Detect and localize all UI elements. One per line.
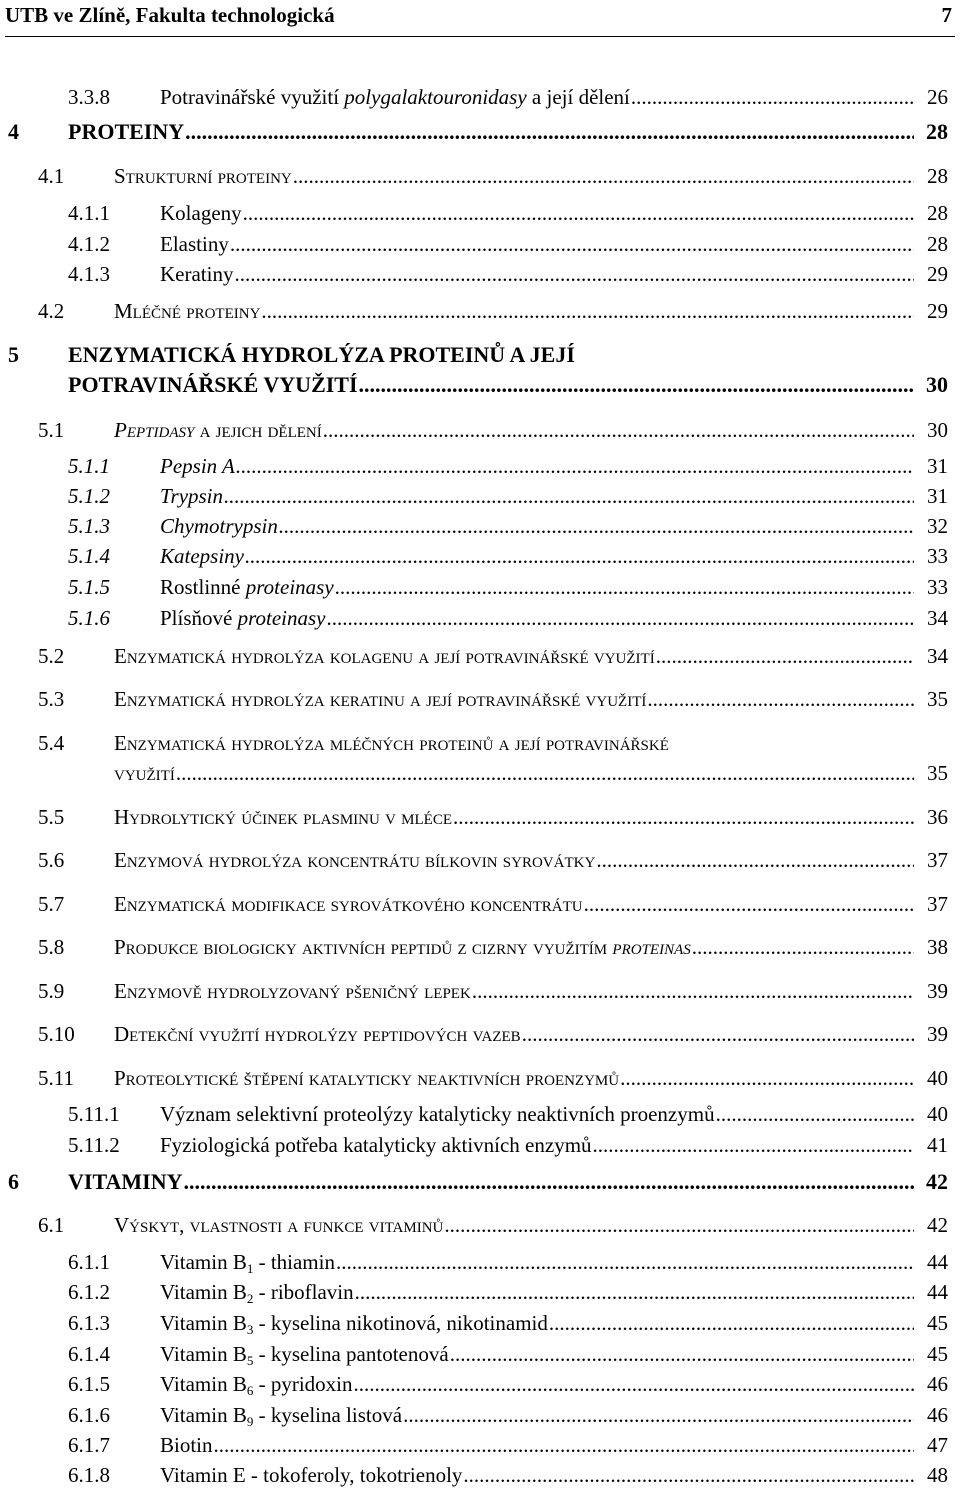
toc-number: 5.1.4 <box>68 544 110 568</box>
toc-entry[interactable] <box>68 370 948 400</box>
toc-entry[interactable] <box>68 259 948 289</box>
toc-entry[interactable] <box>68 1308 948 1338</box>
toc-title: Trypsin ..... <box>160 481 914 511</box>
toc-page: 45 <box>927 1311 948 1335</box>
toc-number: 6.1.6 <box>68 1403 110 1427</box>
toc-number: 6.1.2 <box>68 1280 110 1304</box>
toc-page: 42 <box>927 1213 948 1237</box>
toc-entry[interactable] <box>68 1099 948 1129</box>
toc-number: 6.1.7 <box>68 1433 110 1457</box>
page-number: 7 <box>941 3 952 27</box>
toc-title: ENZYMATICKÁ HYDROLÝZA PROTEINŮ A JEJÍ <box>68 342 575 367</box>
toc-title: Proteolytické štěpení katalyticky neaktivních proenzymů ..... <box>114 1063 914 1093</box>
toc-number: 6.1.4 <box>68 1342 110 1366</box>
toc-page: 44 <box>927 1280 948 1304</box>
toc-page: 35 <box>927 761 948 785</box>
toc-entry[interactable] <box>68 1369 948 1399</box>
toc-entry[interactable] <box>68 1130 948 1160</box>
toc-title: Plísňové proteinasy ..... <box>160 603 914 633</box>
toc-number: 5.2 <box>38 644 65 668</box>
toc-page: 32 <box>927 514 948 538</box>
toc-number: 4.1.1 <box>68 201 110 225</box>
toc-title: VITAMINY ..... <box>68 1167 914 1197</box>
toc-title: Elastiny ..... <box>160 229 914 259</box>
toc-number: 5.5 <box>38 805 65 829</box>
toc-page: 42 <box>926 1169 948 1194</box>
toc-title: Vitamin $B_9$ - kyselina listová ..... <box>160 1400 914 1430</box>
toc-entry[interactable] <box>38 932 948 962</box>
toc-title: Enzymová hydrolýza koncentrátu bílkovin syrovátky ..... <box>114 845 914 875</box>
toc-entry[interactable] <box>38 684 948 714</box>
toc-page: 34 <box>927 644 948 668</box>
toc-page: 28 <box>927 201 948 225</box>
toc-entry[interactable] <box>68 541 948 571</box>
toc-number: 5.1.2 <box>68 484 110 508</box>
toc-entry-line1[interactable] <box>8 340 948 370</box>
toc-title: Strukturní proteiny ..... <box>114 161 914 191</box>
toc-entry[interactable] <box>68 229 948 259</box>
toc-page: 39 <box>927 1022 948 1046</box>
toc-title: Pepsin A ..... <box>160 451 914 481</box>
toc-title: využití ..... <box>114 758 914 788</box>
toc-number: 6.1.3 <box>68 1311 110 1335</box>
toc-title: Vitamin E - tokoferoly, tokotrienoly ..... <box>160 1460 914 1490</box>
toc-entry[interactable] <box>38 889 948 919</box>
toc-entry[interactable] <box>68 1460 948 1490</box>
toc-page: 44 <box>927 1250 948 1274</box>
toc-page: 48 <box>927 1463 948 1487</box>
toc-entry[interactable] <box>68 603 948 633</box>
toc-title: Enzymatická hydrolýza mléčných proteinů a její potravinářské <box>114 731 669 755</box>
toc-page: 26 <box>927 85 948 109</box>
toc-number: 5 <box>8 342 19 367</box>
toc-page: 41 <box>927 1133 948 1157</box>
toc-entry-line1[interactable] <box>38 728 948 758</box>
toc-page: 46 <box>927 1403 948 1427</box>
toc-page: 40 <box>927 1066 948 1090</box>
toc-entry[interactable] <box>38 845 948 875</box>
toc-page: 30 <box>926 372 948 397</box>
toc-number: 5.4 <box>38 731 65 755</box>
toc-entry[interactable] <box>68 1277 948 1307</box>
toc-page: 36 <box>927 805 948 829</box>
toc-title: Biotin ..... <box>160 1430 914 1460</box>
toc-entry[interactable] <box>38 1063 948 1093</box>
toc-number: 4.1 <box>38 164 65 188</box>
toc-number: 6 <box>8 1169 19 1194</box>
toc-number: 4.1.3 <box>68 262 110 286</box>
toc-page: 31 <box>927 454 948 478</box>
toc-title: Enzymatická hydrolýza keratinu a její potravinářské využití ..... <box>114 684 914 714</box>
toc-entry[interactable] <box>68 1247 948 1277</box>
toc-page: 40 <box>927 1102 948 1126</box>
toc-entry[interactable] <box>38 415 948 445</box>
toc-page: 35 <box>927 687 948 711</box>
toc-title: Produkce biologicky aktivních peptidů z cizrny využitím proteinas ..... <box>114 932 914 962</box>
toc-number: 5.1 <box>38 418 65 442</box>
toc-title: Výskyt, vlastnosti a funkce vitaminů ..... <box>114 1210 914 1240</box>
toc-page: 37 <box>927 892 948 916</box>
toc-page: 33 <box>927 544 948 568</box>
toc-number: 6.1.1 <box>68 1250 110 1274</box>
toc-number: 5.1.5 <box>68 575 110 599</box>
toc-title: Kolageny ..... <box>160 198 914 228</box>
toc-title: Fyziologická potřeba katalyticky aktivních enzymů ..... <box>160 1130 914 1160</box>
toc-page: 46 <box>927 1372 948 1396</box>
toc-number: 5.9 <box>38 979 65 1003</box>
toc-title: Vitamin $B_3$ - kyselina nikotinová, nikotinamid ..... <box>160 1308 914 1338</box>
toc-entry[interactable] <box>68 572 948 602</box>
toc-title: Enzymově hydrolyzovaný pšeničný lepek ..... <box>114 976 914 1006</box>
toc-number: 4 <box>8 119 19 144</box>
toc-entry[interactable] <box>38 976 948 1006</box>
toc-entry[interactable] <box>68 511 948 541</box>
toc-page: 28 <box>927 164 948 188</box>
toc-number: 6.1.5 <box>68 1372 110 1396</box>
toc-entry[interactable] <box>8 117 948 147</box>
toc-entry[interactable] <box>68 1400 948 1430</box>
toc-title: Katepsiny ..... <box>160 541 914 571</box>
toc-entry[interactable] <box>114 758 948 788</box>
toc-page: 34 <box>927 606 948 630</box>
toc-page: 29 <box>927 299 948 323</box>
toc-title: Keratiny ..... <box>160 259 914 289</box>
toc-title: PROTEINY ..... <box>68 117 914 147</box>
toc-title: Enzymatická modifikace syrovátkového koncentrátu ..... <box>114 889 914 919</box>
toc-title: Detekční využití hydrolýzy peptidových vazeb ..... <box>114 1019 914 1049</box>
toc-number: 5.1.3 <box>68 514 110 538</box>
toc-title: Chymotrypsin ..... <box>160 511 914 541</box>
toc-entry[interactable] <box>38 161 948 191</box>
toc-title: Vitamin $B_6$ - pyridoxin ..... <box>160 1369 914 1399</box>
toc-entry[interactable] <box>38 1210 948 1240</box>
toc-title: Význam selektivní proteolýzy katalyticky neaktivních proenzymů ..... <box>160 1099 914 1129</box>
toc-entry[interactable] <box>38 296 948 326</box>
toc-number: 5.1.6 <box>68 606 110 630</box>
page-header <box>5 0 955 37</box>
toc-page: 28 <box>926 119 948 144</box>
toc-entry[interactable] <box>68 451 948 481</box>
toc-entry[interactable] <box>68 82 948 112</box>
toc-page: 30 <box>927 418 948 442</box>
toc-number: 5.1.1 <box>68 454 110 478</box>
toc-number: 4.1.2 <box>68 232 110 256</box>
toc-page: 37 <box>927 848 948 872</box>
toc-page: 31 <box>927 484 948 508</box>
header-title: UTB ve Zlíně, Fakulta technologická <box>5 3 335 27</box>
toc-page: 33 <box>927 575 948 599</box>
toc-entry[interactable] <box>68 1339 948 1369</box>
toc-number: 5.8 <box>38 935 65 959</box>
toc-page: 28 <box>927 232 948 256</box>
toc-page: 47 <box>927 1433 948 1457</box>
toc-entry[interactable] <box>68 198 948 228</box>
toc-number: 5.11.1 <box>68 1102 120 1126</box>
toc-title: Peptidasy a jejich dělení ..... <box>114 415 914 445</box>
toc-number: 6.1 <box>38 1213 65 1237</box>
toc-entry[interactable] <box>68 481 948 511</box>
toc-number: 3.3.8 <box>68 85 110 109</box>
toc-number: 4.2 <box>38 299 65 323</box>
toc-number: 5.7 <box>38 892 65 916</box>
toc-title: Vitamin $B_2$ - riboflavin ..... <box>160 1277 914 1307</box>
toc-entry[interactable] <box>8 1167 948 1197</box>
toc-title: Potravinářské využití polygalaktouronidasy a její dělení ..... <box>160 82 914 112</box>
toc-entry[interactable] <box>38 1019 948 1049</box>
toc-title: Rostlinné proteinasy ..... <box>160 572 914 602</box>
toc-entry[interactable] <box>68 1430 948 1460</box>
toc-number: 5.11.2 <box>68 1133 120 1157</box>
toc-number: 5.11 <box>38 1066 74 1090</box>
toc-number: 5.10 <box>38 1022 75 1046</box>
toc-page: 39 <box>927 979 948 1003</box>
toc-title: POTRAVINÁŘSKÉ VYUŽITÍ ..... <box>68 370 914 400</box>
toc-title: Hydrolytický účinek plasminu v mléce ..... <box>114 802 914 832</box>
toc-title: Mléčné proteiny ..... <box>114 296 914 326</box>
toc-page: 29 <box>927 262 948 286</box>
toc-title: Vitamin $B_1$ - thiamin ..... <box>160 1247 914 1277</box>
toc-entry[interactable] <box>38 802 948 832</box>
toc-title: Enzymatická hydrolýza kolagenu a její potravinářské využití ..... <box>114 641 914 671</box>
toc-number: 6.1.8 <box>68 1463 110 1487</box>
toc-page: 45 <box>927 1342 948 1366</box>
toc-page: 38 <box>927 935 948 959</box>
toc-entry[interactable] <box>38 641 948 671</box>
toc-title: Vitamin $B_5$ - kyselina pantotenová ..... <box>160 1339 914 1369</box>
toc-number: 5.3 <box>38 687 65 711</box>
toc-number: 5.6 <box>38 848 65 872</box>
